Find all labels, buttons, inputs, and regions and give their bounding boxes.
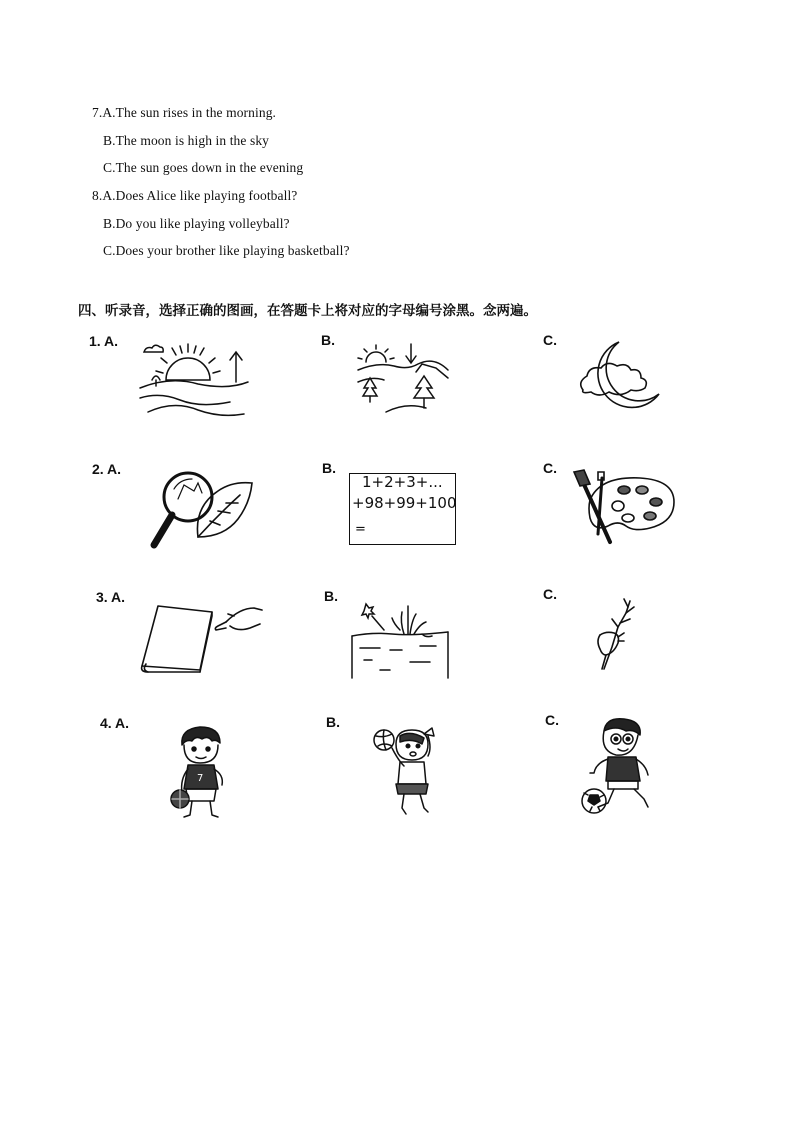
jersey-number: 7 — [197, 773, 204, 784]
q8-option-a: 8.A.Does Alice like playing football? — [92, 188, 298, 203]
boy-basketball-icon — [166, 725, 236, 821]
q4-label-c: C. — [545, 712, 559, 728]
q8-option-b: B.Do you like playing volleyball? — [103, 216, 290, 231]
q4-label-a: 4. A. — [100, 715, 130, 731]
plant-sprout-soil-icon — [350, 600, 452, 680]
q1-label-b: B. — [321, 332, 335, 348]
q3-label-b: B. — [324, 588, 338, 604]
math-board-line-2: +98+99+100 — [352, 494, 457, 512]
boy-football-icon — [578, 717, 664, 817]
paint-palette-brush-icon — [566, 470, 678, 546]
q3-label-c: C. — [543, 586, 557, 602]
magnifier-leaf-icon — [148, 465, 256, 553]
sunrise-over-hills-icon — [138, 336, 250, 420]
crescent-moon-cloud-icon — [575, 338, 671, 414]
girl-volleyball-icon — [370, 726, 436, 820]
q7-option-a: 7.A.The sun rises in the morning. — [92, 105, 277, 120]
math-board-line-3: = — [355, 522, 366, 537]
hand-holding-twig-icon — [590, 597, 644, 675]
q7-option-b: B.The moon is high in the sky — [103, 133, 270, 148]
sunset-over-mountains-icon — [356, 342, 450, 414]
math-board-line-1: 1+2+3+... — [362, 473, 443, 491]
q3-label-a: 3. A. — [96, 589, 126, 605]
q2-label-c: C. — [543, 460, 557, 476]
q2-label-b: B. — [322, 460, 336, 476]
q1-label-c: C. — [543, 332, 557, 348]
q2-label-a: 2. A. — [92, 461, 122, 477]
book-pointing-hand-icon — [138, 600, 264, 674]
q7-option-c: C.The sun goes down in the evening — [103, 160, 304, 175]
q4-label-b: B. — [326, 714, 340, 730]
math-sum-board-icon — [349, 473, 456, 545]
q8-option-c: C.Does your brother like playing basketball? — [103, 243, 350, 258]
q1-label-a: 1. A. — [89, 333, 119, 349]
section-heading: 四、听录音，选择正确的图画，在答题卡上将对应的字母编号涂黑。念两遍。 — [78, 303, 537, 319]
